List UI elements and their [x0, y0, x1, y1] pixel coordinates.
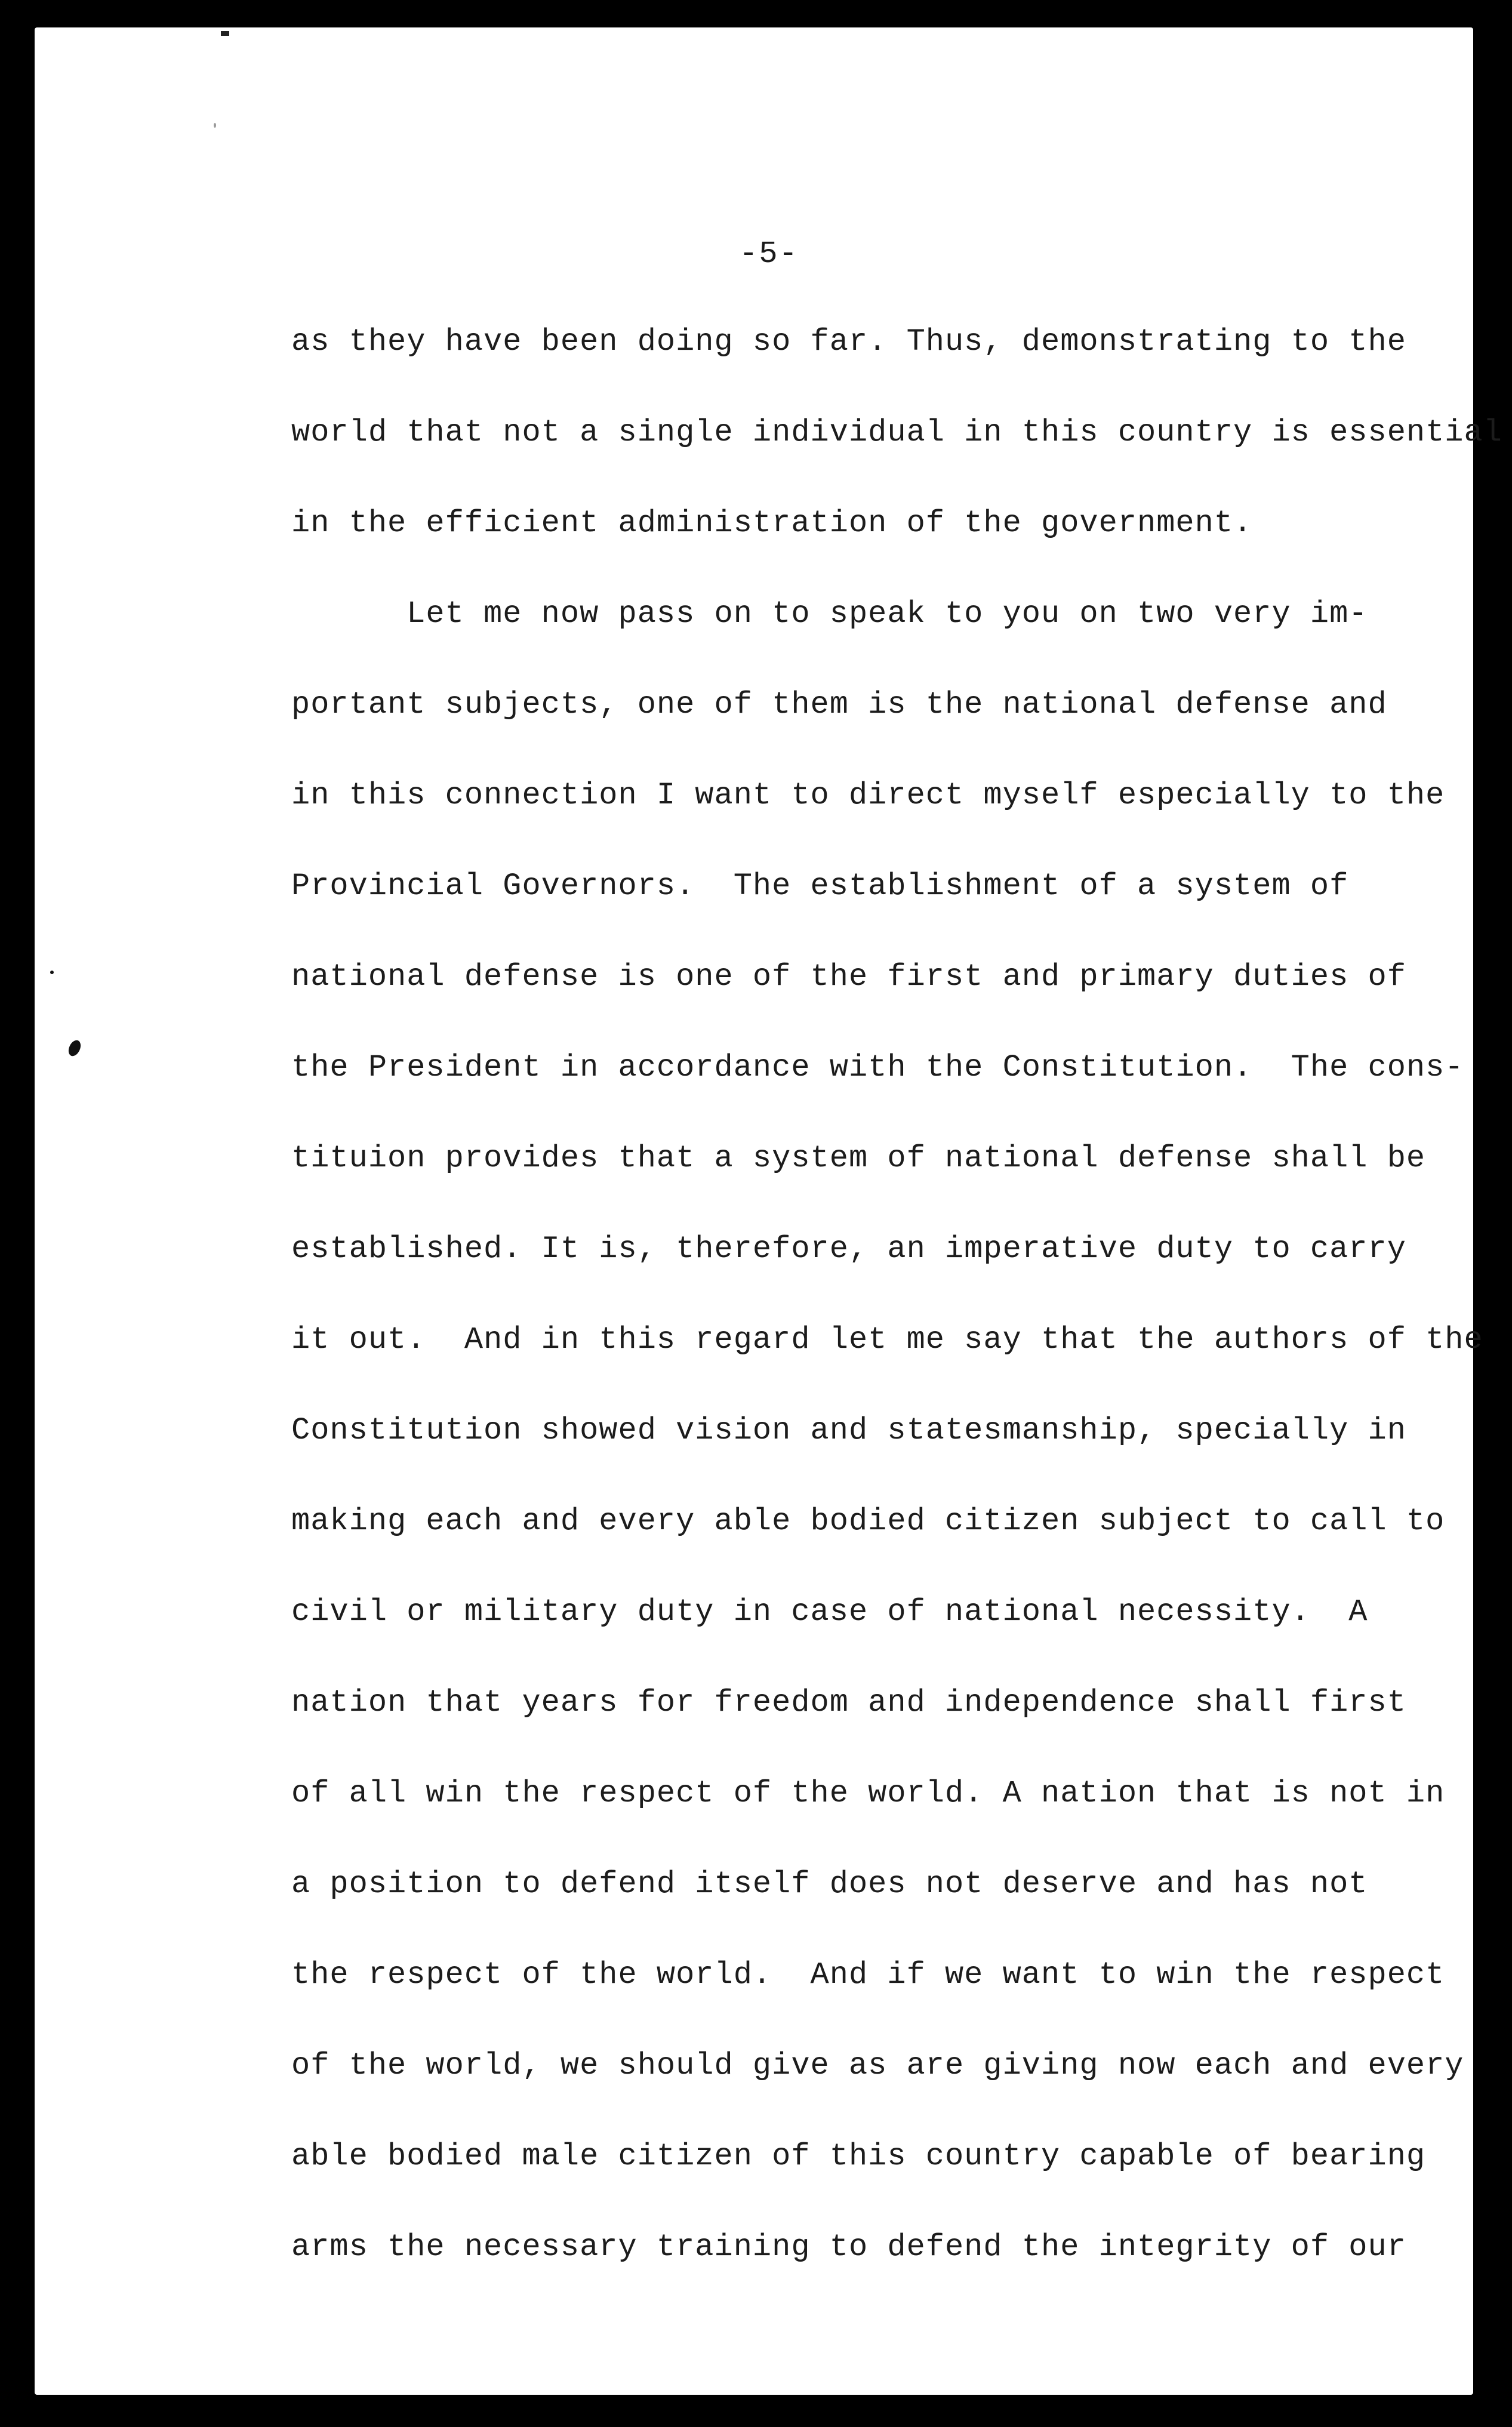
text-line: arms the necessary training to defend the integrity of our	[291, 2229, 1406, 2265]
text-line: tituion provides that a system of national defense shall be	[291, 1141, 1426, 1176]
text-line: the respect of the world. And if we want to win the respect	[291, 1957, 1445, 1992]
text-line: Provincial Governors. The establishment of a system of	[291, 868, 1349, 904]
text-line: Constitution showed vision and statesmanship, specially in	[291, 1413, 1406, 1448]
text-line: of all win the respect of the world. A nation that is not in	[291, 1776, 1445, 1811]
text-line: able bodied male citizen of this country capable of bearing	[291, 2139, 1426, 2174]
ink-blot	[66, 1039, 83, 1058]
ink-speck	[50, 971, 54, 974]
text-line: Let me now pass on to speak to you on two very im-	[291, 596, 1368, 632]
text-line: a position to defend itself does not deserve and has not	[291, 1867, 1368, 1902]
text-line: established. It is, therefore, an imperative duty to carry	[291, 1231, 1406, 1267]
text-line: making each and every able bodied citizen subject to call to	[291, 1504, 1445, 1539]
text-line: of the world, we should give as are giving now each and every	[291, 2048, 1464, 2083]
text-line: the President in accordance with the Constitution. The cons-	[291, 1050, 1464, 1085]
text-line: in the efficient administration of the government.	[291, 506, 1253, 541]
text-line: national defense is one of the first and primary duties of	[291, 959, 1406, 994]
page-number: -5-	[739, 236, 799, 272]
text-line: world that not a single individual in this country is essential	[291, 415, 1502, 450]
text-line: nation that years for freedom and independence shall first	[291, 1685, 1406, 1720]
document-page	[35, 27, 1502, 2395]
body-text	[291, 315, 1502, 2311]
text-line: portant subjects, one of them is the national defense and	[291, 687, 1387, 722]
text-line: in this connection I want to direct myself especially to the	[291, 778, 1445, 813]
text-line: as they have been doing so far. Thus, demonstrating to the	[291, 324, 1406, 359]
text-line: it out. And in this regard let me say that the authors of the	[291, 1322, 1483, 1357]
text-line: civil or military duty in case of national necessity. A	[291, 1594, 1368, 1630]
scan-edge-mark	[221, 31, 229, 36]
ink-speck	[214, 123, 216, 128]
